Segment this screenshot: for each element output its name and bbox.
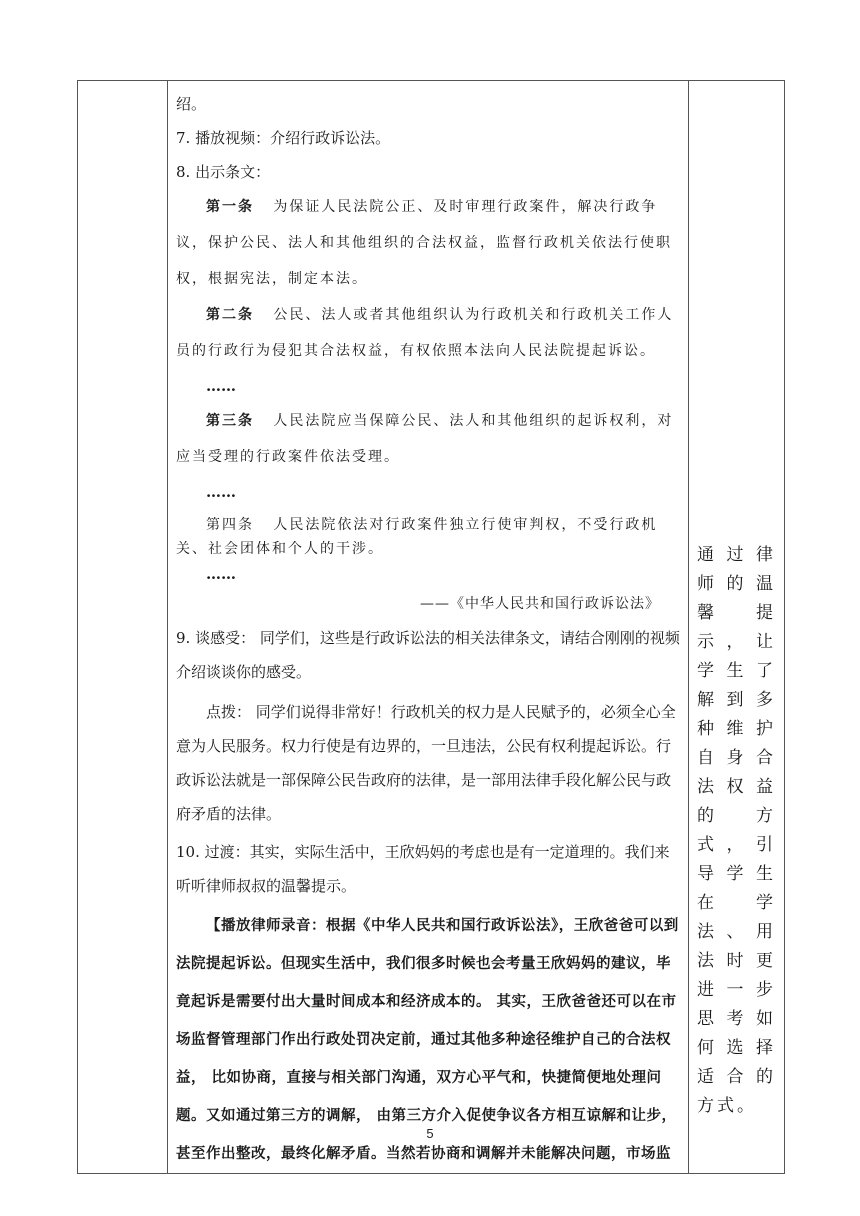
article-3 [176, 403, 680, 475]
step-9: 9. 谈感受： 同学们，这些是行政诉讼法的相关法律条文，请结合刚刚的视频介绍谈谈你的感受。 [176, 629, 680, 681]
step-10: 10. 过渡：其实，实际生活中，王欣妈妈的考虑也是有一定道理的。我们来听听律师叔叔的温馨提示。 [176, 843, 670, 895]
ellipsis: …… [206, 483, 236, 501]
law-source: ——《中华人民共和国行政诉讼法》 [420, 596, 660, 612]
process-column-cell [168, 81, 689, 1174]
article-2-text: 公民、法人或者其他组织认为行政机关和行政机关工作人员的行政行为侵犯其合法权益，有权依照本法向人民法院提起诉讼。 [176, 307, 674, 359]
article-1-title: 第一条 [206, 199, 254, 215]
step-8: 8. 出示条文： [176, 163, 271, 181]
ellipsis: …… [206, 377, 236, 395]
ellipsis: …… [206, 565, 236, 583]
text-line: 绍。 [176, 95, 207, 113]
article-3-title: 第三条 [206, 413, 254, 429]
page-number: 5 [426, 1126, 434, 1141]
article-3-text: 人民法院应当保障公民、法人和其他组织的起诉权利，对应当受理的行政案件依法受理。 [176, 413, 674, 465]
lawyer-recording: 【播放律师录音：根据《中华人民共和国行政诉讼法》，王欣爸爸可以到法院提起诉讼。但现实生活中，我们很多时候也会考量王欣妈妈的建议，毕竟起诉是需要付出大量时间成本和经济成本的。 其实，王欣爸爸还可以在市场监督管理部门作出行政处罚决定前，通过其他多种途径维护自己的合法权益， 比如协商，直接与相关部门沟通，双方心平气和，快捷简便地处理问题。又如通过第三方的调解， 由第三方介入促使争议各方相互谅解和让步，甚至作出整改，最终化解矛盾。当然若协商和调解并未能解决问题，市场监 [176, 918, 679, 1162]
left-column-cell [78, 81, 168, 1174]
article-4-text: 人民法院依法对行政案件独立行使审判权，不受行政机关、社会团体和个人的干涉。 [176, 517, 658, 557]
teaching-process [168, 81, 688, 1173]
teacher-tip: 点拨： 同学们说得非常好！行政机关的权力是人民赋予的，必须全心全意为人民服务。权力行使是有边界的，一旦违法，公民有权利提起诉讼。行政诉讼法就是一部保障公民告政府的法律，是一部用法律手段化解公民与政府矛盾的法律。 [176, 703, 676, 823]
design-intent-cell [689, 81, 785, 1174]
article-2-title: 第二条 [206, 307, 254, 323]
article-4 [176, 513, 680, 561]
lesson-table [77, 80, 785, 1174]
article-4-title: 第四条 [206, 517, 254, 533]
article-2 [176, 297, 680, 369]
design-intent-note: 通过律师的温馨提示，让学生了解到多种维护自身合法权益的方式，引导学生在学法、用法时更进一步思考如何选择适合的方式。 [697, 545, 776, 1116]
article-1-text: 为保证人民法院公正、及时审理行政案件，解决行政争议，保护公民、法人和其他组织的合法权益，监督行政机关依法行使职权，根据宪法，制定本法。 [176, 199, 672, 287]
step-7: 7. 播放视频：介绍行政诉讼法。 [176, 129, 391, 147]
article-1 [176, 189, 680, 297]
